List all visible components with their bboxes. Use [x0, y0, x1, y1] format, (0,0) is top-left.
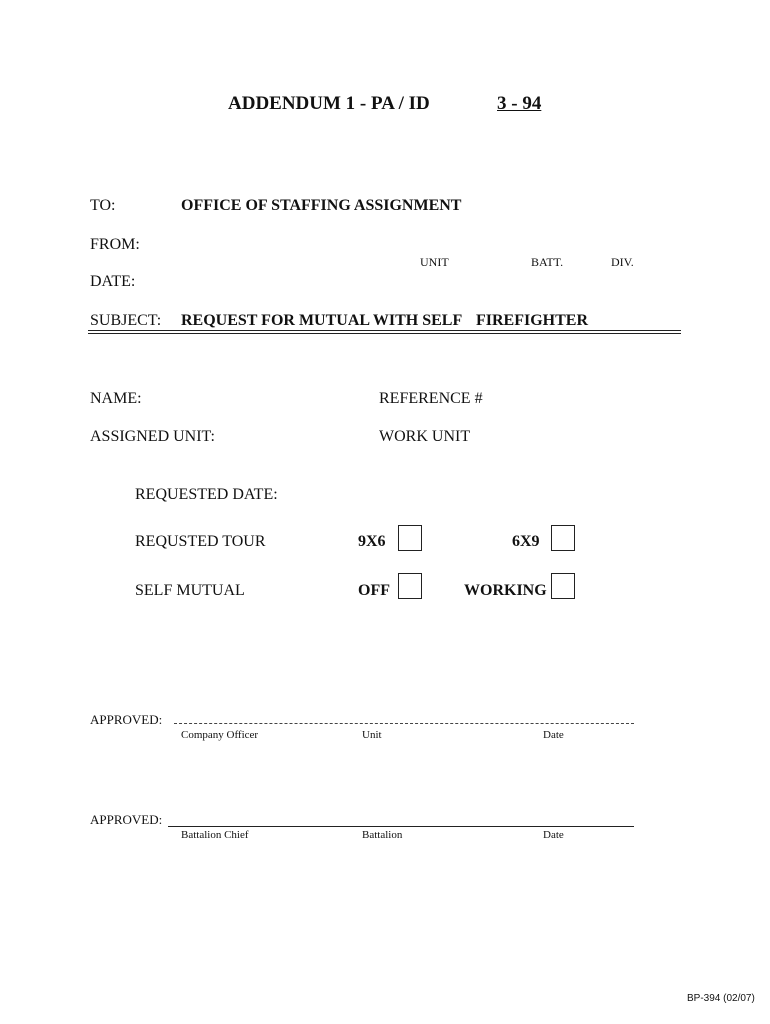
- form-code: BP-394 (02/07): [687, 993, 755, 1004]
- subject-rule-bottom: [88, 333, 681, 334]
- option-6x9-label: 6X9: [512, 533, 540, 550]
- option-working-label: WORKING: [464, 582, 547, 599]
- to-label: TO:: [90, 197, 116, 214]
- date-caption-1: Date: [543, 729, 564, 741]
- unit-caption: UNIT: [420, 255, 449, 269]
- approved-label-2: APPROVED:: [90, 812, 163, 827]
- checkbox-6x9[interactable]: [551, 525, 575, 551]
- battalion-caption: Battalion: [362, 829, 403, 841]
- unit-signature-caption: Unit: [362, 729, 382, 741]
- from-label: FROM:: [90, 236, 140, 253]
- checkbox-off[interactable]: [398, 573, 422, 599]
- reference-label: REFERENCE #: [379, 390, 483, 407]
- approval-signature-line-2[interactable]: [168, 826, 634, 827]
- requested-date-label: REQUESTED DATE:: [135, 486, 278, 503]
- subject-label: SUBJECT:: [90, 312, 162, 329]
- date-label: DATE:: [90, 273, 136, 290]
- option-off-label: OFF: [358, 582, 390, 599]
- approved-label-1: APPROVED:: [90, 712, 163, 727]
- name-label: NAME:: [90, 390, 142, 407]
- subject-value: REQUEST FOR MUTUAL WITH SELF: [181, 312, 463, 329]
- form-title: ADDENDUM 1 - PA / ID: [228, 93, 430, 114]
- subject-value-firefighter: FIREFIGHTER: [476, 312, 589, 329]
- company-officer-caption: Company Officer: [181, 729, 259, 741]
- form-number: 3 - 94: [497, 93, 542, 114]
- checkbox-9x6[interactable]: [398, 525, 422, 551]
- work-unit-label: WORK UNIT: [379, 428, 471, 445]
- option-9x6-label: 9X6: [358, 533, 386, 550]
- approval-signature-line-1[interactable]: [174, 723, 634, 724]
- assigned-unit-label: ASSIGNED UNIT:: [90, 428, 215, 445]
- date-caption-2: Date: [543, 829, 564, 841]
- subject-rule-top: [88, 330, 681, 331]
- to-value: OFFICE OF STAFFING ASSIGNMENT: [181, 197, 462, 214]
- checkbox-working[interactable]: [551, 573, 575, 599]
- batt-caption: BATT.: [531, 255, 564, 269]
- div-caption: DIV.: [611, 255, 634, 269]
- requested-tour-label: REQUSTED TOUR: [135, 533, 266, 550]
- self-mutual-label: SELF MUTUAL: [135, 582, 245, 599]
- battalion-chief-caption: Battalion Chief: [181, 829, 249, 841]
